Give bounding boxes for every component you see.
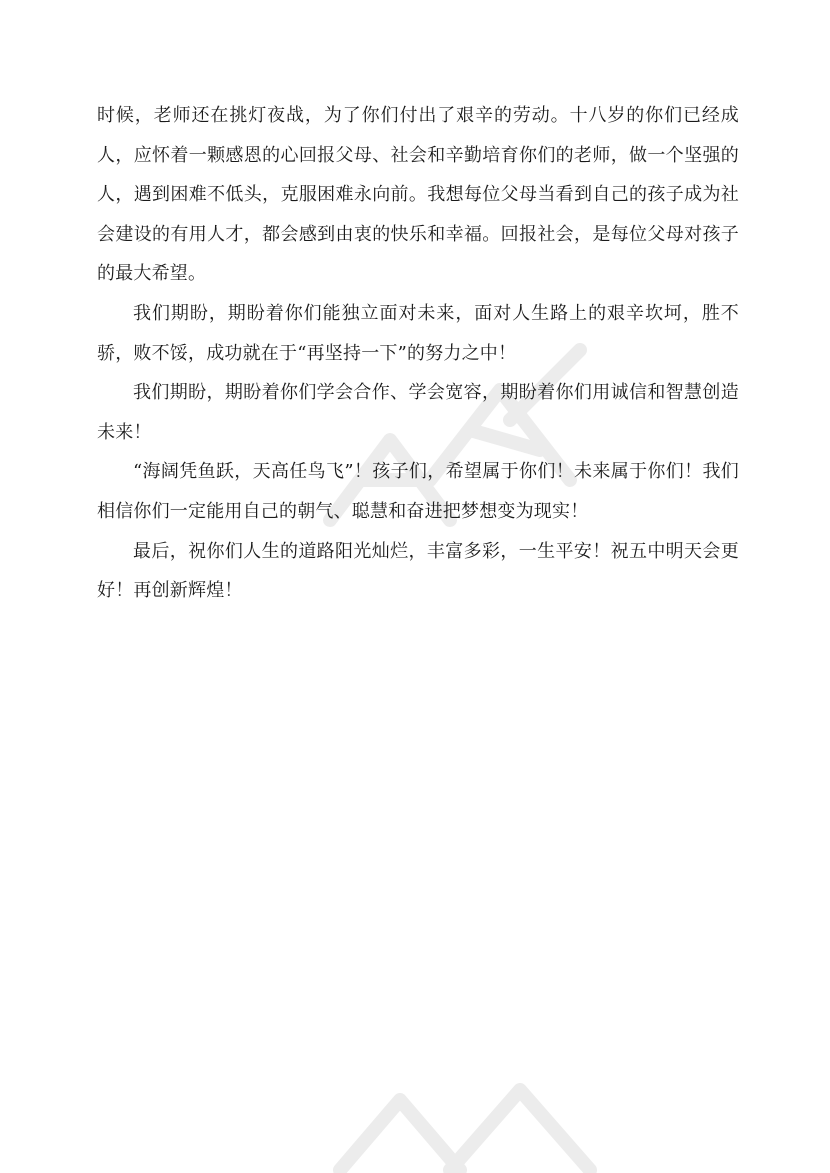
paragraph-hope-independence: 我们期盼，期盼着你们能独立面对未来，面对人生路上的艰辛坎坷，胜不骄，败不馁，成功就在于“再坚持一下”的努力之中！ xyxy=(97,302,739,364)
paragraph-continuation: 时候，老师还在挑灯夜战，为了你们付出了艰辛的劳动。十八岁的你们已经成人，应怀着一颗感恩的心回报父母、社会和辛勤培育你们的老师，做一个坚强的人，遇到困难不低头，克服困难永向前。我想每位父母当看到自己的孩子成为社会建设的有用人才，都会感到由衷的快乐和幸福。回报社会，是每位父母对孩子的最大希望。 xyxy=(97,105,739,285)
watermark-logo-bottom xyxy=(300,1060,620,1173)
paragraph-closing-wishes: 最后，祝你们人生的道路阳光灿烂，丰富多彩，一生平安！祝五中明天会更好！再创新辉煌！ xyxy=(97,540,739,602)
document-body xyxy=(97,96,739,611)
paragraph-hope-cooperation: 我们期盼，期盼着你们学会合作、学会宽容，期盼着你们用诚信和智慧创造未来！ xyxy=(97,382,739,443)
paragraph-hope-future: “海阔凭鱼跃，天高任鸟飞”！孩子们，希望属于你们！未来属于你们！我们相信你们一定能用自己的朝气、聪慧和奋进把梦想变为现实！ xyxy=(97,461,739,522)
